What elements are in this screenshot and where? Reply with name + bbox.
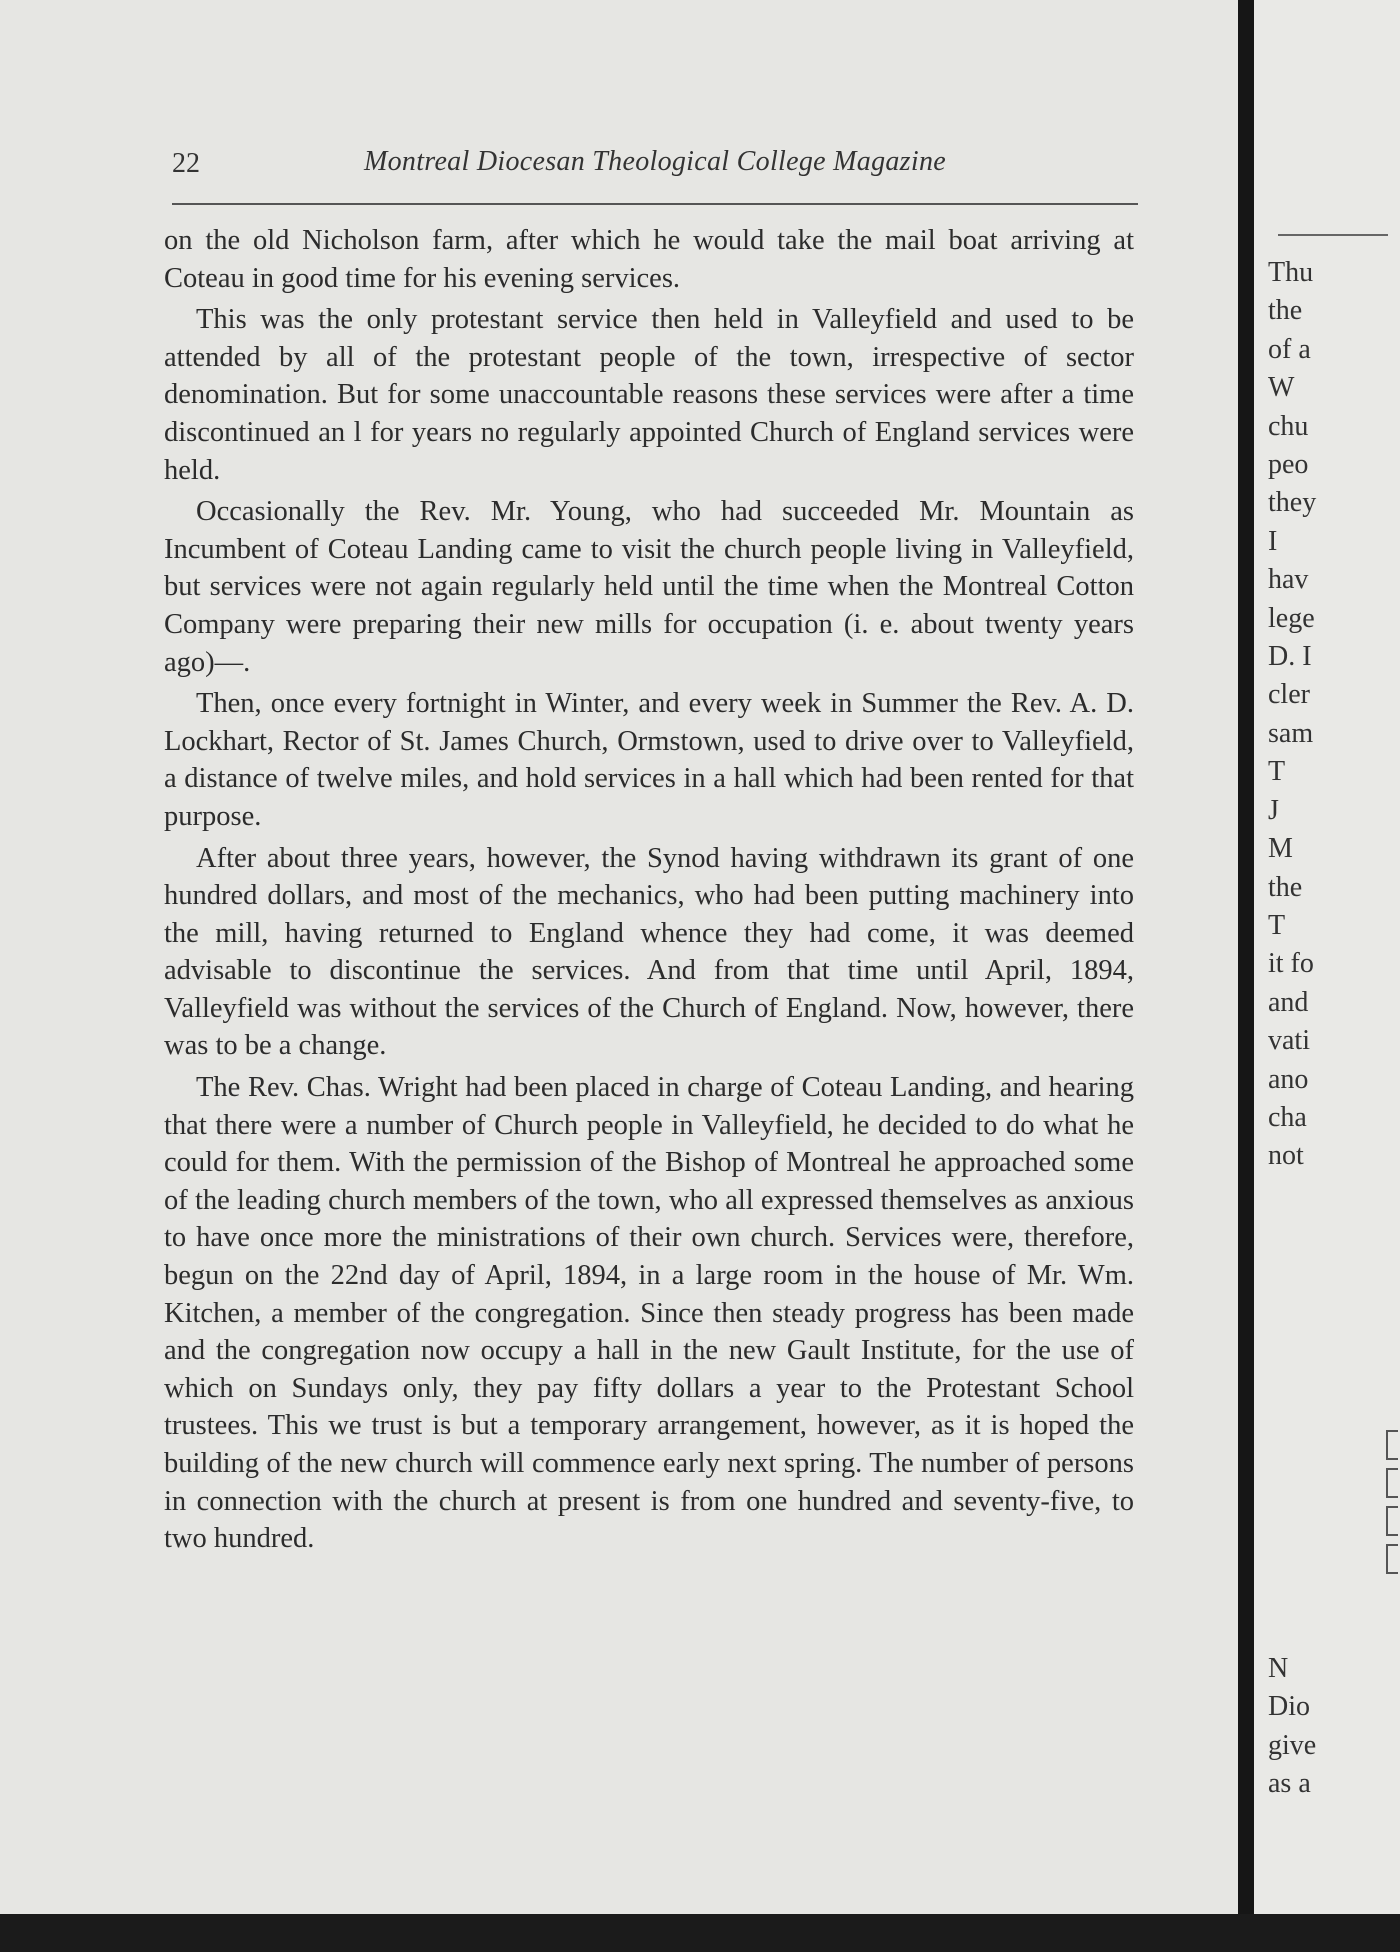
right-page-line: peo bbox=[1268, 449, 1309, 481]
paragraph: The Rev. Chas. Wright had been placed in charge of Coteau Landing, and hearing that there were a number of Church people in Valleyfield, he decided to do what he could for them. With the permission of the Bishop of Montreal he approached some of the leading church members of the town, who all expressed themselves as anxious to have once more the ministrations of their own church. Services were, therefore, begun on the 22nd day of April, 1894, in a large room in the house of Mr. Wm. Kitchen, a member of the congregation. Since then steady progress has been made and the congregation now occupy a hall in the new Gault Institute, for the use of which on Sundays only, they pay fifty dollars a year to the Protestant School trustees. This we trust is but a temporary arrangement, however, as it is hoped the building of the new church will commence early next spring. The number of persons in connection with the church at present is from one hundred and seventy-five, to two hundred. bbox=[164, 1072, 1134, 1555]
page-gutter bbox=[1238, 0, 1254, 1914]
paragraph: After about three years, however, the Synod having withdrawn its grant of one hundred dollars, and most of the mechanics, who had been putting machinery into the mill, having returned to England whence they had come, it was deemed advisable to discontinue the services. And from that time until April, 1894, Valleyfield was without the services of the Church of England. Now, however, there was to be a change. bbox=[164, 842, 1134, 1062]
right-page-line: I bbox=[1268, 525, 1278, 557]
right-page-line: not bbox=[1268, 1140, 1304, 1172]
right-page-line: cha bbox=[1268, 1101, 1307, 1133]
right-page-line: Thu bbox=[1268, 257, 1314, 288]
right-page-line: D. I bbox=[1268, 641, 1312, 673]
right-page-line: hav bbox=[1268, 564, 1309, 596]
article-body bbox=[164, 222, 1134, 1562]
right-page-line: N bbox=[1268, 1653, 1289, 1684]
page-header bbox=[172, 146, 1138, 186]
paragraph: Then, once every fortnight in Winter, and every week in Summer the Rev. A. D. Lockhart, Rector of St. James Church, Ormstown, used to drive over to Valleyfield, a distance of twelve miles, and hold services in a hall which had been rented for that purpose. bbox=[164, 688, 1134, 832]
ornament-icon bbox=[1386, 1430, 1400, 1570]
right-page bbox=[1254, 0, 1400, 1914]
right-page-line: give bbox=[1268, 1729, 1317, 1761]
right-page-line: T bbox=[1268, 756, 1286, 788]
right-page-line: T bbox=[1268, 909, 1286, 941]
right-page-rule bbox=[1278, 234, 1388, 236]
right-page-line: vati bbox=[1268, 1025, 1310, 1057]
right-page-line: they bbox=[1268, 487, 1317, 519]
paragraph: Occasionally the Rev. Mr. Young, who had succeeded Mr. Mountain as Incumbent of Coteau Landing came to visit the church people living in Valleyfield, but services were not again regularly held until the time when the Montreal Cotton Company were preparing their new mills for occupation (i. e. about twenty years ago)—. bbox=[164, 496, 1134, 678]
right-page-line: cler bbox=[1268, 679, 1310, 711]
right-page-line: M bbox=[1268, 833, 1293, 865]
right-page-line: as a bbox=[1268, 1768, 1311, 1800]
right-page-line: J bbox=[1268, 794, 1279, 826]
right-page-line: chu bbox=[1268, 410, 1309, 442]
header-rule bbox=[172, 203, 1138, 205]
right-page-line: and bbox=[1268, 986, 1309, 1018]
right-page-line: the bbox=[1268, 871, 1303, 903]
right-page-line: sam bbox=[1268, 717, 1314, 749]
page-number: 22 bbox=[172, 148, 200, 179]
right-page-line: of a bbox=[1268, 333, 1311, 365]
right-page-upper-text bbox=[1268, 254, 1316, 1176]
scan-bottom-edge bbox=[0, 1914, 1400, 1952]
paragraph: This was the only protestant service then held in Valleyfield and used to be attended by all of the protestant people of the town, irrespective of sector denomination. But for some unaccountable reasons these services were after a time discontinued an l for years no regularly appointed Church of England services were held. bbox=[164, 304, 1134, 486]
right-page-line: it fo bbox=[1268, 948, 1314, 980]
right-page-lower-text bbox=[1268, 1650, 1316, 1804]
running-title: Montreal Diocesan Theological College Magazine bbox=[363, 146, 946, 177]
right-page-line: lege bbox=[1268, 602, 1315, 634]
right-page-line: Dio bbox=[1268, 1691, 1310, 1723]
paragraph: on the old Nicholson farm, after which he would take the mail boat arriving at Coteau in good time for his evening services. bbox=[164, 225, 1134, 294]
right-page-line: ano bbox=[1268, 1063, 1309, 1095]
right-page-line: W bbox=[1268, 372, 1295, 404]
right-page-line: the bbox=[1268, 295, 1303, 327]
